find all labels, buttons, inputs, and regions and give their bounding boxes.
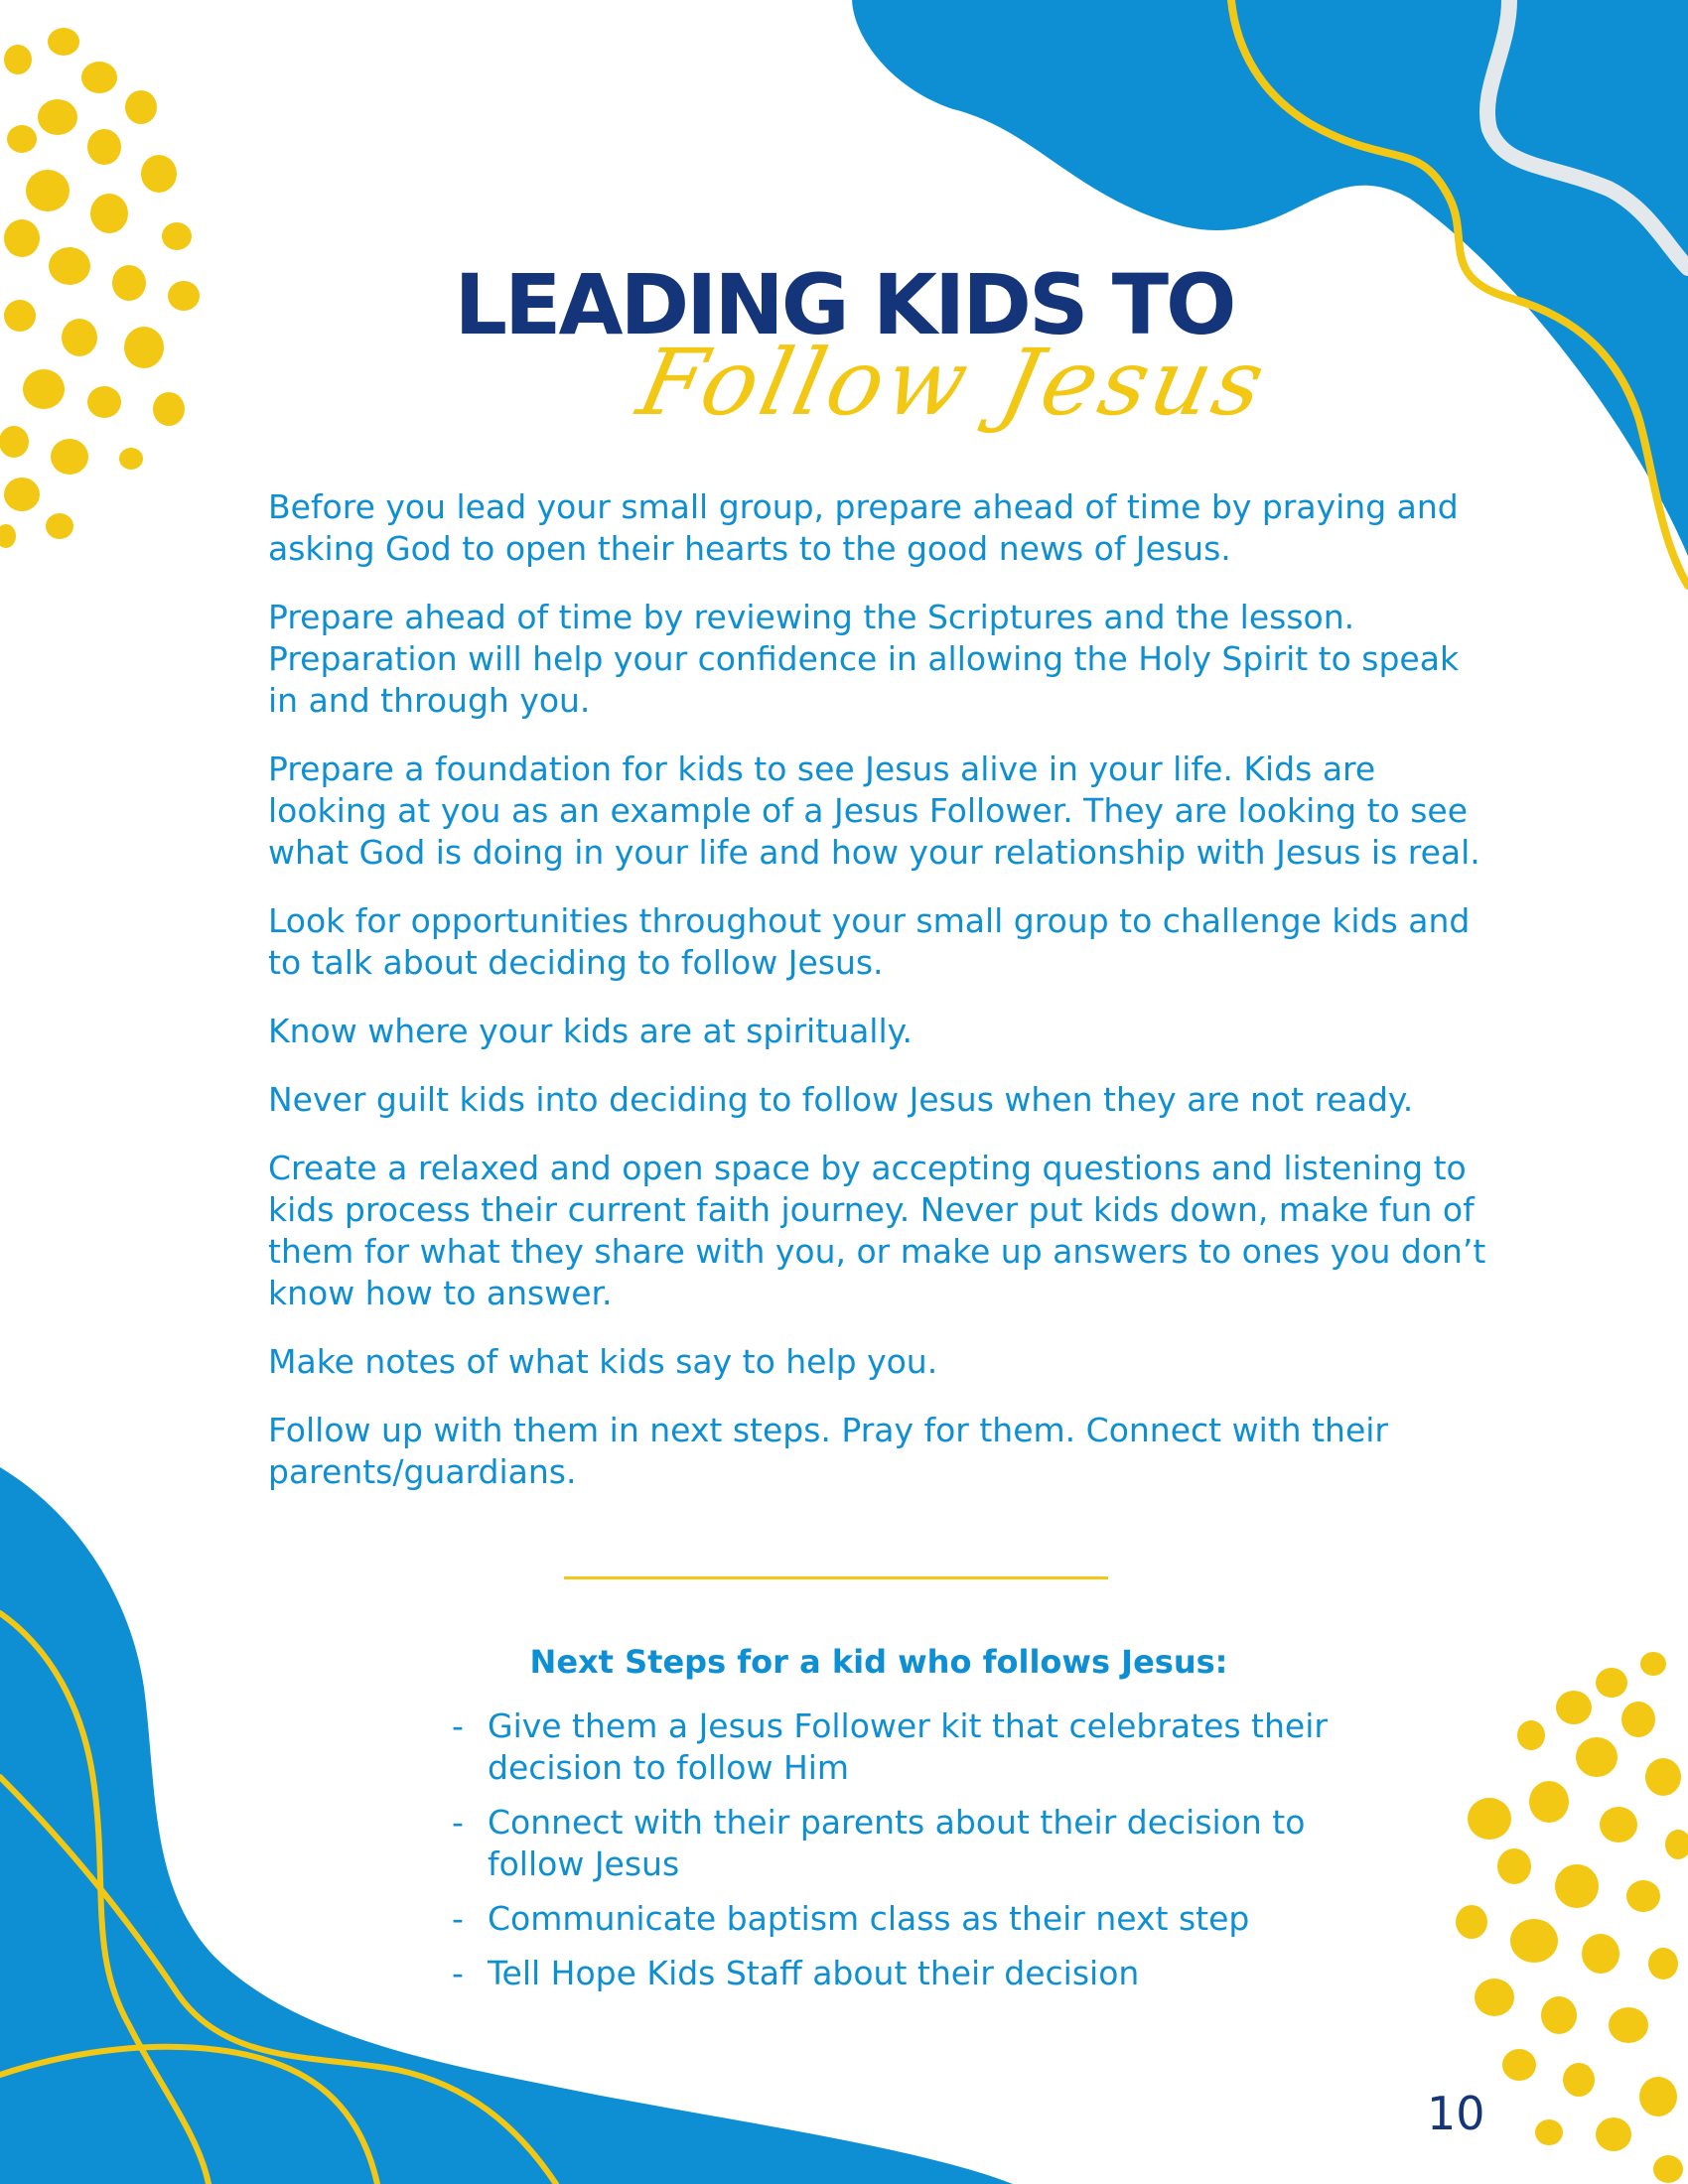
page-subtitle-script: Follow Jesus bbox=[629, 330, 1278, 436]
next-steps-list bbox=[452, 1706, 1345, 2007]
list-item-text: Tell Hope Kids Staff about their decision bbox=[488, 1954, 1140, 1992]
bullet-dash: - bbox=[452, 1954, 464, 1992]
list-item bbox=[452, 1802, 1345, 1885]
list-item bbox=[452, 1706, 1345, 1789]
guidance-paragraphs bbox=[268, 486, 1489, 1520]
bullet-dash: - bbox=[452, 1899, 464, 1938]
section-divider bbox=[564, 1576, 1108, 1579]
list-item bbox=[452, 1953, 1345, 1994]
paragraph: Follow up with them in next steps. Pray for them. Connect with their parents/guardians. bbox=[268, 1411, 1388, 1491]
list-item-text: Communicate baptism class as their next step bbox=[488, 1899, 1250, 1938]
list-item-text: Connect with their parents about their decision to follow Jesus bbox=[488, 1803, 1306, 1883]
paragraph: Never guilt kids into deciding to follow Jesus when they are not ready. bbox=[268, 1080, 1414, 1119]
list-item-text: Give them a Jesus Follower kit that celebrates their decision to follow Him bbox=[488, 1706, 1328, 1787]
page-number: 10 bbox=[1427, 2087, 1485, 2140]
paragraph: Before you lead your small group, prepare ahead of time by praying and asking God to open their hearts to the good news of Jesus. bbox=[268, 487, 1459, 568]
paragraph: Prepare a foundation for kids to see Jesus alive in your life. Kids are looking at you as an example of a Jesus Follower. They are looking to see what God is doing in your life and how your relationship with Jesus is real. bbox=[268, 750, 1480, 872]
paragraph: Look for opportunities throughout your small group to challenge kids and to talk about deciding to follow Jesus. bbox=[268, 901, 1471, 982]
list-item bbox=[452, 1898, 1345, 1940]
paragraph: Create a relaxed and open space by accepting questions and listening to kids process their current faith journey. Never put kids down, make fun of them for what they share with you, or make up answers to ones you don’t know how to answer. bbox=[268, 1149, 1486, 1312]
bullet-dash: - bbox=[452, 1706, 464, 1745]
paragraph: Know where your kids are at spiritually. bbox=[268, 1012, 913, 1050]
paragraph: Prepare ahead of time by reviewing the Scriptures and the lesson. Preparation will help your confidence in allowing the Holy Spirit to speak in and through you. bbox=[268, 598, 1460, 720]
page-title: LEADING KIDS TO bbox=[454, 256, 1234, 353]
bullet-dash: - bbox=[452, 1803, 464, 1842]
paragraph: Make notes of what kids say to help you. bbox=[268, 1342, 938, 1381]
next-steps-heading: Next Steps for a kid who follows Jesus: bbox=[529, 1643, 1228, 1681]
